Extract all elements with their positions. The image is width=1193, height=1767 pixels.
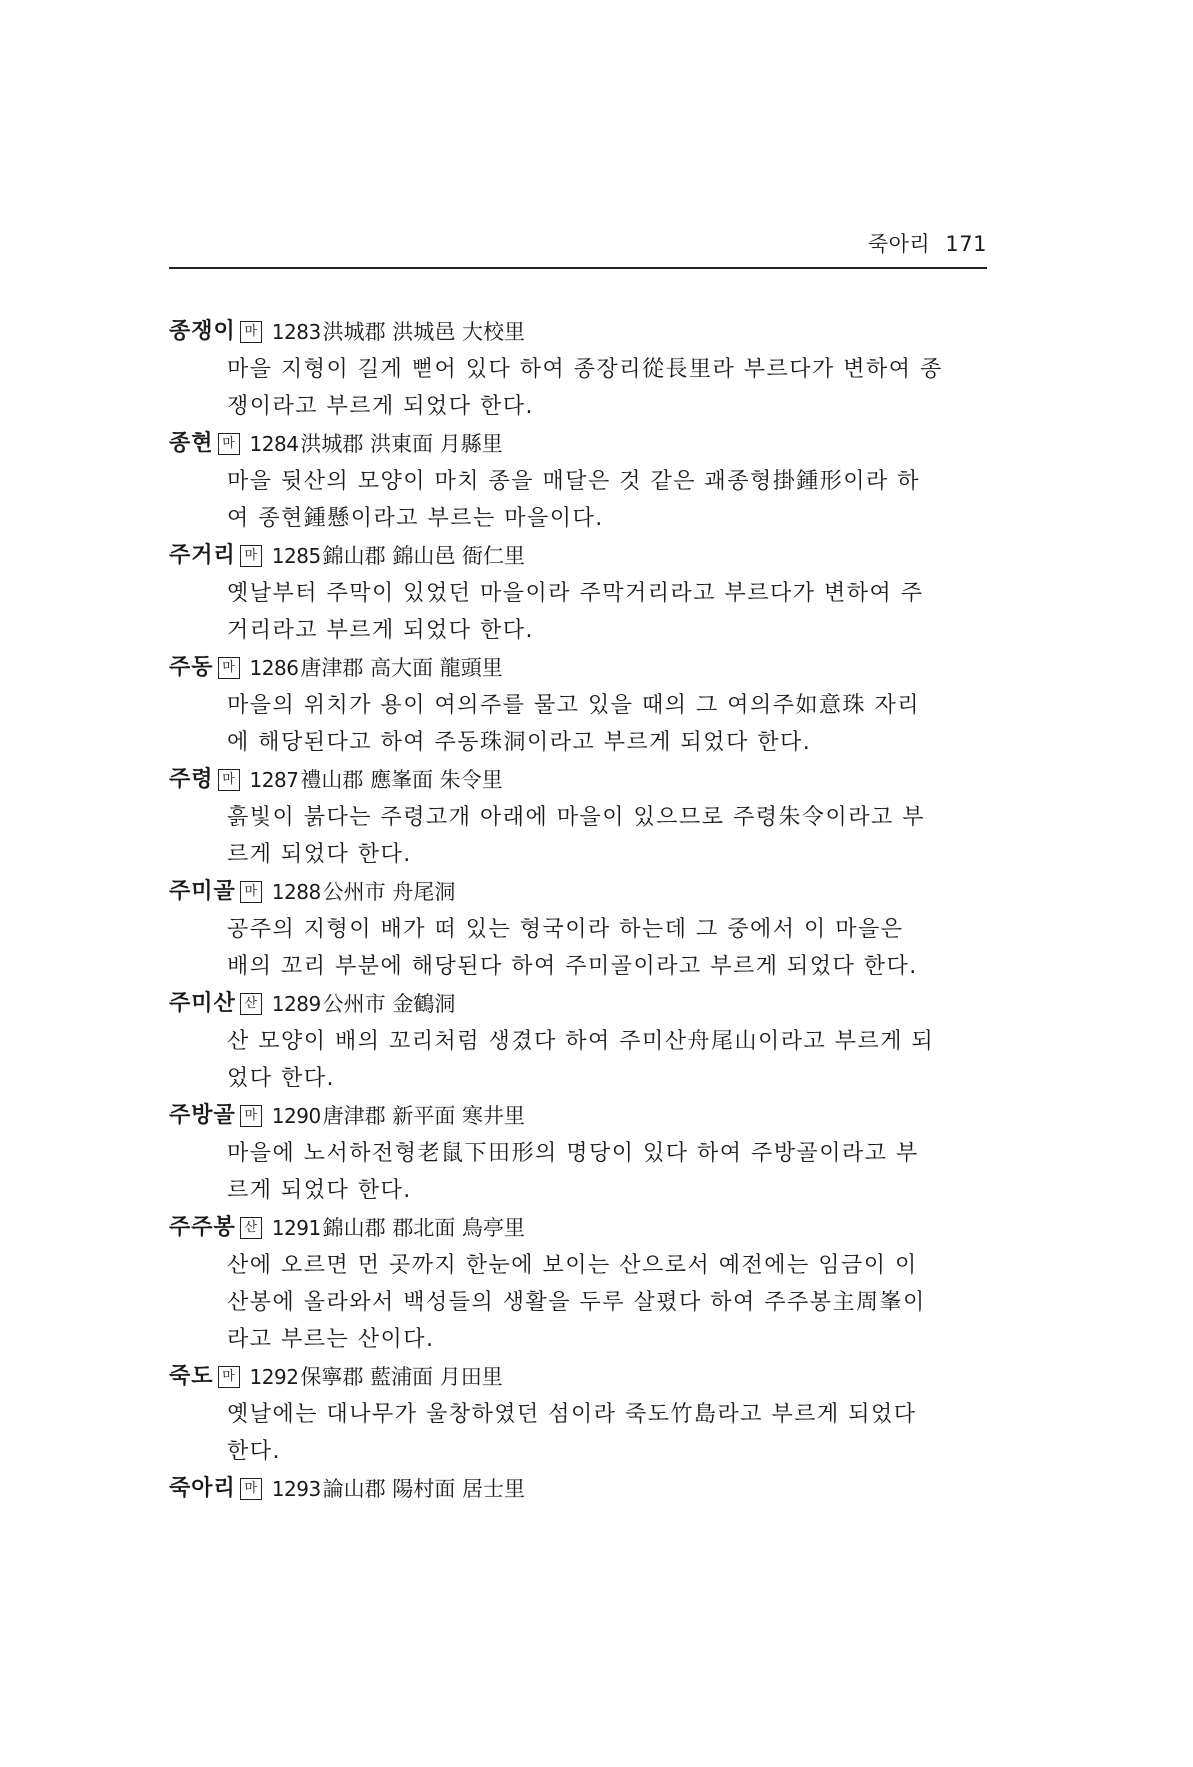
entry-number: 1286 xyxy=(249,656,299,680)
entry-description xyxy=(227,799,987,873)
running-head xyxy=(169,228,987,258)
entry-term: 주방골 xyxy=(169,1103,236,1128)
description-line: 산봉에 올라와서 백성들의 생활을 두루 살폈다 하여 주주봉主周峯이 xyxy=(227,1290,926,1315)
entry-location: 唐津郡 新平面 寒井里 xyxy=(322,1104,526,1128)
entry-number: 1290 xyxy=(271,1104,321,1128)
description-line: 에 해당된다고 하여 주동珠洞이라고 부르게 되었다 한다. xyxy=(227,730,812,755)
entry-description xyxy=(227,1247,987,1358)
description-line: 마을 지형이 길게 뻗어 있다 하여 종장리從長里라 부르다가 변하여 종 xyxy=(227,357,943,382)
entry-headline xyxy=(169,1097,987,1135)
gazetteer-entry xyxy=(169,1358,987,1470)
description-line: 마을 뒷산의 모양이 마치 종을 매달은 것 같은 괘종형掛鍾形이라 하 xyxy=(227,469,920,494)
entry-type-box: 마 xyxy=(218,1366,240,1388)
description-line: 여 종현鍾懸이라고 부르는 마을이다. xyxy=(227,506,604,531)
entry-type-box: 마 xyxy=(240,321,262,343)
entry-location: 錦山郡 郡北面 鳥亭里 xyxy=(322,1216,526,1240)
entry-number: 1284 xyxy=(249,432,299,456)
entry-term: 종현 xyxy=(169,431,214,456)
entry-number: 1287 xyxy=(249,768,299,792)
entry-description xyxy=(227,687,987,761)
entry-headline xyxy=(169,537,987,575)
gazetteer-entry xyxy=(169,985,987,1097)
entry-term: 종쟁이 xyxy=(169,319,236,344)
entry-location: 洪城郡 洪城邑 大校里 xyxy=(322,320,526,344)
entry-description xyxy=(227,351,987,425)
entry-number: 1291 xyxy=(271,1216,321,1240)
entry-term: 주미산 xyxy=(169,991,236,1016)
description-line: 산에 오르면 먼 곳까지 한눈에 보이는 산으로서 예전에는 임금이 이 xyxy=(227,1253,918,1278)
description-line: 공주의 지형이 배가 떠 있는 형국이라 하는데 그 중에서 이 마을은 xyxy=(227,917,904,942)
description-line: 거리라고 부르게 되었다 한다. xyxy=(227,618,534,643)
entry-term: 주동 xyxy=(169,655,214,680)
entry-type-box: 마 xyxy=(218,433,240,455)
entry-description xyxy=(227,463,987,537)
entry-description xyxy=(227,1396,987,1470)
description-line: 한다. xyxy=(227,1439,281,1464)
entry-location: 公州市 舟尾洞 xyxy=(322,880,456,904)
gazetteer-entry xyxy=(169,1209,987,1358)
entry-description xyxy=(227,1135,987,1209)
entry-location: 公州市 金鶴洞 xyxy=(322,992,456,1016)
entry-term: 주거리 xyxy=(169,543,236,568)
entry-number: 1288 xyxy=(271,880,321,904)
entry-headline xyxy=(169,1209,987,1247)
entry-type-box: 산 xyxy=(240,1217,262,1239)
entry-location: 洪城郡 洪東面 月縣里 xyxy=(300,432,503,456)
description-line: 배의 꼬리 부분에 해당된다 하여 주미골이라고 부르게 되었다 한다. xyxy=(227,954,918,979)
entry-number: 1283 xyxy=(271,320,321,344)
description-line: 르게 되었다 한다. xyxy=(227,842,412,867)
entry-location: 錦山郡 錦山邑 衙仁里 xyxy=(322,544,526,568)
gazetteer-entry xyxy=(169,537,987,649)
entry-headline xyxy=(169,761,987,799)
header-rule xyxy=(169,267,987,269)
gazetteer-entry xyxy=(169,1470,987,1508)
entry-number: 1289 xyxy=(271,992,321,1016)
entry-location: 保寧郡 藍浦面 月田里 xyxy=(300,1365,503,1389)
entry-location: 禮山郡 應峯面 朱令里 xyxy=(300,768,503,792)
gazetteer-entry xyxy=(169,313,987,425)
entry-headline xyxy=(169,873,987,911)
entry-number: 1285 xyxy=(271,544,321,568)
description-line: 르게 되었다 한다. xyxy=(227,1178,412,1203)
entry-headline xyxy=(169,1358,987,1396)
entry-type-box: 마 xyxy=(240,881,262,903)
entry-description xyxy=(227,1023,987,1097)
description-line: 마을에 노서하전형老鼠下田形의 명당이 있다 하여 주방골이라고 부 xyxy=(227,1141,919,1166)
page-number: 171 xyxy=(945,232,987,256)
description-line: 산 모양이 배의 꼬리처럼 생겼다 하여 주미산舟尾山이라고 부르게 되 xyxy=(227,1029,935,1054)
entry-term: 죽아리 xyxy=(169,1476,236,1501)
description-line: 흙빛이 붉다는 주령고개 아래에 마을이 있으므로 주령朱令이라고 부 xyxy=(227,805,926,830)
entry-term: 주령 xyxy=(169,767,214,792)
entry-location: 論山郡 陽村面 居士里 xyxy=(322,1477,526,1501)
gazetteer-entry xyxy=(169,1097,987,1209)
entry-description xyxy=(227,911,987,985)
entry-type-box: 마 xyxy=(240,1105,262,1127)
description-line: 옛날부터 주막이 있었던 마을이라 주막거리라고 부르다가 변하여 주 xyxy=(227,581,924,606)
entry-term: 주주봉 xyxy=(169,1215,236,1240)
entry-list xyxy=(169,313,987,1508)
entry-type-box: 마 xyxy=(240,545,262,567)
description-line: 라고 부르는 산이다. xyxy=(227,1327,435,1352)
gazetteer-entry xyxy=(169,761,987,873)
running-title: 죽아리 xyxy=(867,232,931,256)
entry-headline xyxy=(169,985,987,1023)
gazetteer-entry xyxy=(169,425,987,537)
description-line: 옛날에는 대나무가 울창하였던 섬이라 죽도竹島라고 부르게 되었다 xyxy=(227,1402,917,1427)
entry-term: 주미골 xyxy=(169,879,236,904)
entry-headline xyxy=(169,425,987,463)
entry-number: 1292 xyxy=(249,1365,299,1389)
entry-headline xyxy=(169,1470,987,1508)
description-line: 마을의 위치가 용이 여의주를 물고 있을 때의 그 여의주如意珠 자리 xyxy=(227,693,920,718)
entry-type-box: 마 xyxy=(218,657,240,679)
entry-headline xyxy=(169,313,987,351)
entry-type-box: 마 xyxy=(218,769,240,791)
entry-term: 죽도 xyxy=(169,1364,214,1389)
entry-description xyxy=(227,575,987,649)
gazetteer-entry xyxy=(169,649,987,761)
entry-number: 1293 xyxy=(271,1477,321,1501)
description-line: 쟁이라고 부르게 되었다 한다. xyxy=(227,394,534,419)
gazetteer-entry xyxy=(169,873,987,985)
entry-headline xyxy=(169,649,987,687)
entry-type-box: 산 xyxy=(240,993,262,1015)
description-line: 었다 한다. xyxy=(227,1066,335,1091)
entry-type-box: 마 xyxy=(240,1478,262,1500)
entry-location: 唐津郡 高大面 龍頭里 xyxy=(300,656,503,680)
